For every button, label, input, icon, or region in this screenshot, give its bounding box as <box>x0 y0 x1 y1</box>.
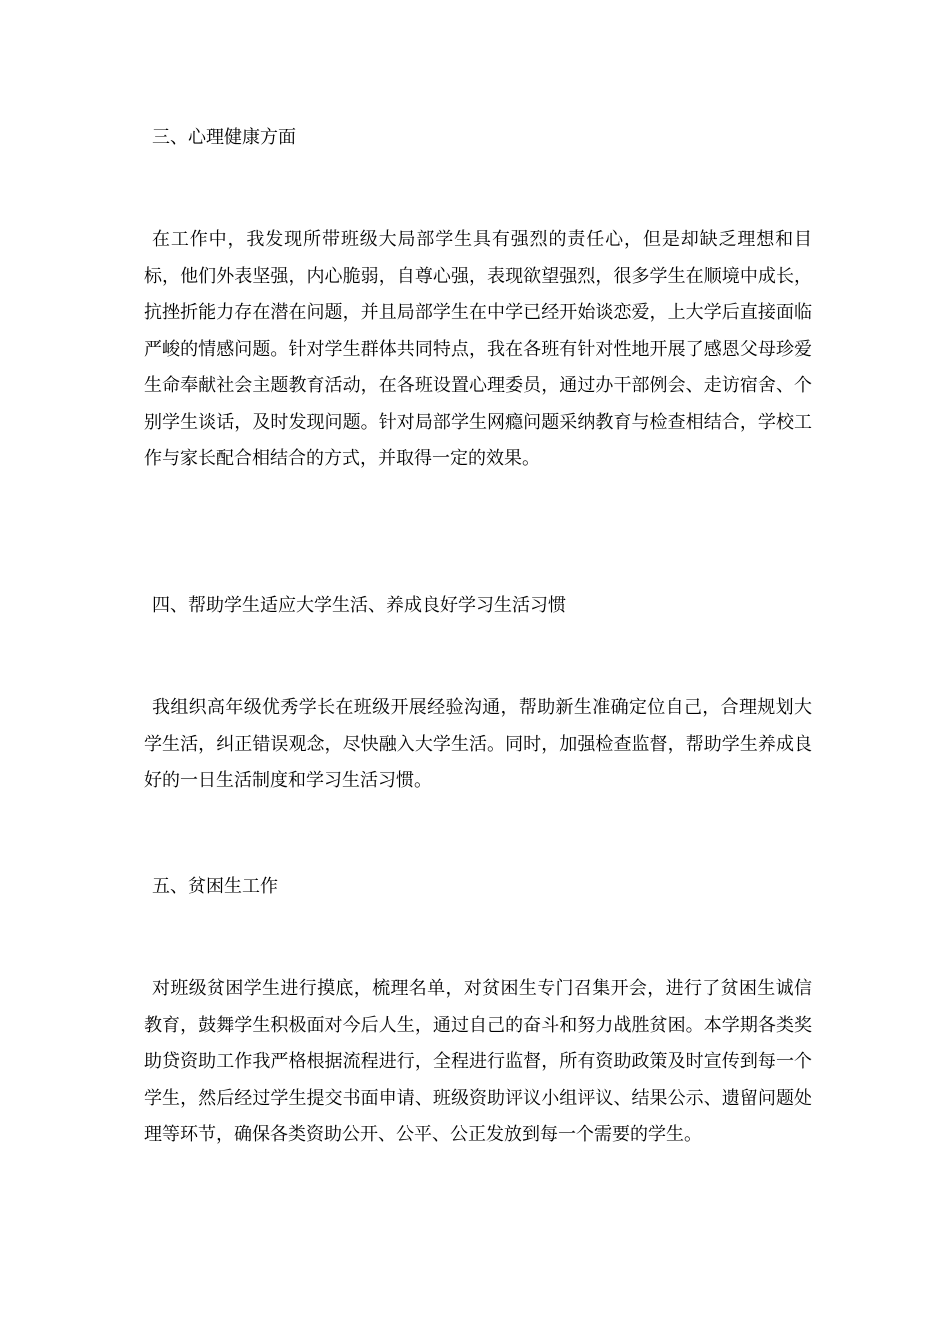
section-heading-psychological-health: 三、心理健康方面 <box>152 127 296 148</box>
section-paragraph-college-adaptation: 我组织高年级优秀学长在班级开展经验沟通，帮助新生准确定位自己，合理规划大学生活，纠正错误观念，尽快融入大学生活。同时，加强检查监督，帮助学生养成良好的一日生活制度和学习生活习惯。 <box>144 697 812 791</box>
section-heading-college-adaptation: 四、帮助学生适应大学生活、养成良好学习生活习惯 <box>152 595 566 616</box>
section-paragraph-psychological-health: 在工作中，我发现所带班级大局部学生具有强烈的责任心，但是却缺乏理想和目标，他们外表坚强，内心脆弱，自尊心强，表现欲望强烈，很多学生在顺境中成长，抗挫折能力存在潜在问题，并且局部学生在中学已经开始谈恋爱，上大学后直接面临严峻的情感问题。针对学生群体共同特点，我在各班有针对性地开展了感恩父母珍爱生命奉献社会主题教育活动，在各班设置心理委员，通过办干部例会、走访宿舍、个别学生谈话，及时发现问题。针对局部学生网瘾问题采纳教育与检查相结合，学校工作与家长配合相结合的方式，并取得一定的效果。 <box>144 229 812 469</box>
section-paragraph-poor-students: 对班级贫困学生进行摸底，梳理名单，对贫困生专门召集开会，进行了贫困生诚信教育，鼓舞学生积极面对今后人生，通过自己的奋斗和努力战胜贫困。本学期各类奖助贷资助工作我严格根据流程进行，全程进行监督，所有资助政策及时宣传到每一个学生，然后经过学生提交书面申请、班级资助评议小组评议、结果公示、遗留问题处理等环节，确保各类资助公开、公平、公正发放到每一个需要的学生。 <box>144 978 812 1145</box>
section-heading-poor-students: 五、贫困生工作 <box>152 876 278 897</box>
